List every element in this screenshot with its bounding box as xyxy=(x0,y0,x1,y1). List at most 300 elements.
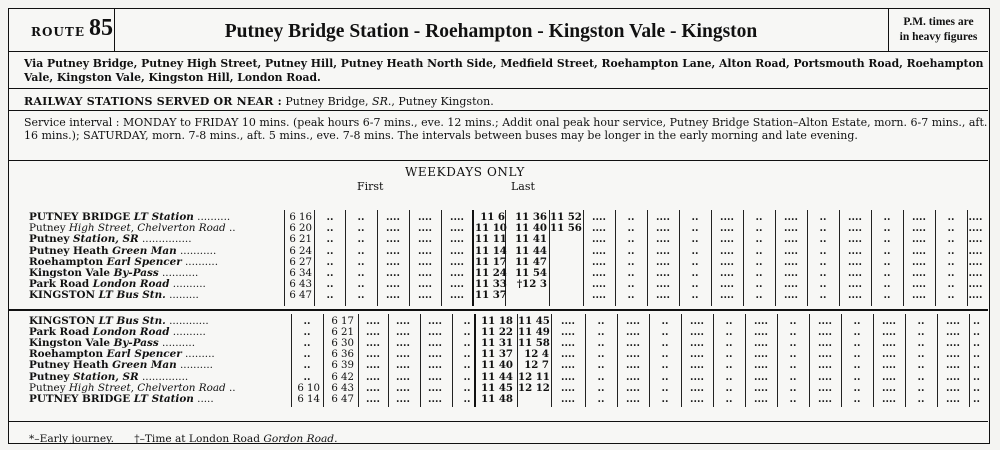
outbound-placeholder: .. xyxy=(947,268,955,279)
outbound-last-time xyxy=(550,279,581,290)
outbound-placeholder: .... xyxy=(386,290,400,302)
inbound-placeholder: .. xyxy=(661,371,669,383)
inbound-last-time xyxy=(518,394,549,405)
inbound-placeholder: .. xyxy=(973,338,980,349)
outbound-last-time: 11 17 xyxy=(475,255,507,268)
inbound-placeholder: .. xyxy=(661,338,669,349)
outbound-placeholder: .... xyxy=(912,279,926,291)
outbound-placeholder: .. xyxy=(627,256,635,268)
outbound-placeholder: .... xyxy=(720,290,734,302)
inbound-placeholder: .... xyxy=(561,360,575,372)
outbound-last-time xyxy=(550,268,581,279)
outbound-placeholder: .. xyxy=(819,212,827,223)
inbound-placeholder: .... xyxy=(366,371,380,383)
outbound-last-time: 11 37 xyxy=(475,289,507,302)
outbound-stop: KINGSTON LT Bus Stn. ......... xyxy=(29,290,199,302)
outbound-last-time: 11 54 xyxy=(515,267,547,279)
weekdays-heading: WEEKDAYS ONLY xyxy=(405,165,525,179)
inbound-placeholder: .. xyxy=(725,371,733,383)
divider xyxy=(9,421,988,422)
outbound-placeholder: .. xyxy=(326,279,334,291)
inbound-stop: Putney Station, SR .............. xyxy=(29,371,189,383)
outbound-placeholder: .... xyxy=(848,245,862,257)
inbound-placeholder: .... xyxy=(882,315,896,327)
outbound-last-time: 11 47 xyxy=(515,255,547,268)
inbound-placeholder: .... xyxy=(428,360,442,372)
outbound-placeholder: .. xyxy=(947,290,955,302)
outbound-placeholder: .. xyxy=(883,290,891,302)
last-label: Last xyxy=(511,180,535,193)
inbound-placeholder: .... xyxy=(396,360,410,372)
outbound-placeholder: .. xyxy=(627,234,635,246)
outbound-first-time: 6 21 xyxy=(289,234,312,246)
outbound-placeholder: .. xyxy=(755,223,763,235)
inbound-last-time: 11 49 xyxy=(518,325,550,338)
inbound-placeholder: .... xyxy=(818,338,832,349)
inbound-placeholder: .... xyxy=(396,394,410,405)
inbound-placeholder: .... xyxy=(626,394,640,405)
outbound-placeholder: .... xyxy=(912,256,926,268)
inbound-placeholder: .. xyxy=(789,315,797,327)
outbound-placeholder: .... xyxy=(386,245,400,257)
inbound-placeholder: .... xyxy=(818,349,832,361)
outbound-placeholder: .. xyxy=(883,268,891,279)
outbound-stop: Putney High Street, Chelverton Road .. xyxy=(29,223,236,235)
outbound-placeholder: .. xyxy=(947,279,955,291)
outbound-placeholder: .. xyxy=(755,268,763,279)
outbound-placeholder: .. xyxy=(627,212,635,223)
outbound-first-time: 6 20 xyxy=(289,223,312,235)
inbound-placeholder: .... xyxy=(428,382,442,394)
outbound-placeholder: .... xyxy=(656,212,670,223)
inbound-placeholder: .. xyxy=(789,371,797,383)
outbound-placeholder: .. xyxy=(819,279,827,291)
outbound-placeholder: .. xyxy=(755,290,763,302)
outbound-placeholder: .. xyxy=(947,223,955,235)
outbound-last-time: 11 52 xyxy=(550,211,582,223)
outbound-first-time: 6 34 xyxy=(289,268,312,279)
outbound-placeholder: .... xyxy=(968,234,983,246)
outbound-placeholder: .... xyxy=(720,268,734,279)
footnote-dagger-italic: Gordon Road. xyxy=(263,433,338,445)
outbound-placeholder: .... xyxy=(720,256,734,268)
outbound-placeholder: .. xyxy=(627,290,635,302)
outbound-placeholder: .. xyxy=(691,245,699,257)
outbound-placeholder: .. xyxy=(947,212,955,223)
outbound-placeholder: .... xyxy=(784,223,798,235)
inbound-placeholder: .. xyxy=(303,360,311,372)
outbound-placeholder: .. xyxy=(627,223,635,235)
outbound-placeholder: .... xyxy=(912,245,926,257)
inbound-placeholder: .... xyxy=(882,394,896,405)
inbound-placeholder: .. xyxy=(973,394,980,405)
inbound-placeholder: .... xyxy=(946,349,960,361)
inbound-placeholder: .. xyxy=(973,371,980,383)
outbound-placeholder: .... xyxy=(912,212,926,223)
outbound-placeholder: .... xyxy=(386,212,400,223)
outbound-placeholder: .. xyxy=(883,279,891,291)
inbound-placeholder: .. xyxy=(303,349,311,361)
outbound-placeholder: .. xyxy=(819,223,827,235)
inbound-placeholder: .... xyxy=(946,371,960,383)
outbound-last-time: 11 36 xyxy=(515,211,547,223)
inbound-placeholder: .... xyxy=(561,394,575,405)
outbound-last-time: 11 24 xyxy=(475,267,507,279)
inbound-placeholder: .... xyxy=(690,338,704,349)
outbound-placeholder: .... xyxy=(450,245,464,257)
inbound-placeholder: .. xyxy=(597,315,605,327)
outbound-placeholder: .... xyxy=(784,268,798,279)
outbound-last-time xyxy=(507,290,547,301)
inbound-placeholder: .. xyxy=(853,382,861,394)
outbound-placeholder: .. xyxy=(357,279,365,291)
inbound-placeholder: .. xyxy=(917,338,925,349)
footnote-dagger: †–Time at London Road xyxy=(134,433,260,445)
outbound-placeholder: .. xyxy=(326,234,334,246)
outbound-placeholder: .... xyxy=(848,256,862,268)
inbound-placeholder: .... xyxy=(754,382,768,394)
inbound-placeholder: .... xyxy=(626,371,640,383)
inbound-last-time: 11 58 xyxy=(518,337,550,349)
inbound-placeholder: .. xyxy=(597,382,605,394)
inbound-placeholder: .... xyxy=(366,394,380,405)
inbound-placeholder: .... xyxy=(428,326,442,338)
outbound-placeholder: .... xyxy=(848,290,862,302)
inbound-placeholder: .... xyxy=(428,349,442,361)
inbound-last-time: 12 12 xyxy=(518,381,550,394)
outbound-first-time: 6 27 xyxy=(289,256,312,268)
outbound-placeholder: .... xyxy=(656,245,670,257)
outbound-placeholder: .. xyxy=(357,223,365,235)
inbound-first-time: 6 47 xyxy=(331,394,354,405)
inbound-placeholder: .... xyxy=(690,394,704,405)
outbound-placeholder: .... xyxy=(968,279,983,291)
outbound-placeholder: .. xyxy=(357,245,365,257)
outbound-placeholder: .... xyxy=(968,212,983,223)
inbound-placeholder: .... xyxy=(626,338,640,349)
inbound-last-time: 12 4 xyxy=(524,348,549,361)
inbound-placeholder: .. xyxy=(661,382,669,394)
outbound-placeholder: .... xyxy=(784,212,798,223)
inbound-placeholder: .. xyxy=(853,394,861,405)
service-interval: Service interval : MONDAY to FRIDAY 10 mins. (peak hours 6-7 mins., eve. 12 mins.; Addit onal peak hour service, Putney Bridge Station–Alton Estate, morn. 6-7 mins., aft. 16 mins.); SATURDAY, morn. 7-8 mins., aft. 5 mins., eve. 7-8 mins. The intervals between buses may be longer in the early morning and late evening. xyxy=(24,116,988,142)
inbound-placeholder: .... xyxy=(396,371,410,383)
pm-note xyxy=(888,9,988,51)
inbound-placeholder: .... xyxy=(946,315,960,327)
outbound-placeholder: .... xyxy=(720,212,734,223)
outbound-placeholder: .... xyxy=(450,234,464,246)
inbound-stop: PUTNEY BRIDGE LT Station ..... xyxy=(29,394,214,405)
outbound-last-time xyxy=(550,234,581,245)
inbound-placeholder: .... xyxy=(690,326,704,338)
outbound-placeholder: .. xyxy=(819,245,827,257)
inbound-placeholder: .. xyxy=(463,382,471,394)
divider xyxy=(9,88,988,89)
via-text: Via Putney Bridge, Putney High Street, Putney Hill, Putney Heath North Side, Medfield Street, Roehampton Lane, Alton Road, Portsmouth Road, Roehampton Vale, Kingston Vale, Kingston Hill, London Road. xyxy=(24,57,984,84)
inbound-last-time: 11 18 xyxy=(481,314,513,327)
outbound-placeholder: .. xyxy=(627,279,635,291)
outbound-placeholder: .... xyxy=(418,212,432,223)
inbound-last-time: 11 45 xyxy=(518,314,550,327)
inbound-last-time: 11 48 xyxy=(481,393,513,405)
inbound-placeholder: .. xyxy=(917,326,925,338)
inbound-placeholder: .. xyxy=(789,326,797,338)
outbound-placeholder: .. xyxy=(755,212,763,223)
outbound-placeholder: .... xyxy=(848,234,862,246)
inbound-placeholder: .... xyxy=(754,394,768,405)
inbound-stop: Park Road London Road .......... xyxy=(29,326,206,338)
inbound-placeholder: .. xyxy=(725,394,733,405)
inbound-placeholder: .... xyxy=(882,338,896,349)
outbound-placeholder: .. xyxy=(819,234,827,246)
inbound-last-time: 11 40 xyxy=(481,359,513,372)
footnote-early: *–Early journey. xyxy=(29,433,115,445)
inbound-placeholder: .. xyxy=(917,360,925,372)
outbound-placeholder: .... xyxy=(592,212,606,223)
inbound-placeholder: .... xyxy=(818,326,832,338)
outbound-placeholder: .. xyxy=(819,268,827,279)
inbound-first-time: 6 36 xyxy=(331,349,354,361)
inbound-first-time: 6 10 xyxy=(297,382,320,394)
outbound-placeholder: .. xyxy=(691,268,699,279)
outbound-placeholder: .... xyxy=(848,268,862,279)
inbound-placeholder: .... xyxy=(366,382,380,394)
inbound-placeholder: .... xyxy=(818,394,832,405)
outbound-placeholder: .... xyxy=(720,223,734,235)
outbound-last-time: 11 44 xyxy=(515,244,547,257)
railway-italic: SR xyxy=(372,95,388,108)
outbound-placeholder: .. xyxy=(326,212,334,223)
outbound-placeholder: .... xyxy=(418,290,432,302)
divider xyxy=(9,110,988,111)
outbound-placeholder: .. xyxy=(691,223,699,235)
inbound-placeholder: .. xyxy=(853,326,861,338)
outbound-last-time: 11 41 xyxy=(515,233,547,246)
inbound-stop: Putney Heath Green Man .......... xyxy=(29,360,213,372)
outbound-placeholder: .. xyxy=(691,290,699,302)
divider xyxy=(9,160,988,161)
pm-note-line2: in heavy figures xyxy=(899,31,978,43)
outbound-placeholder: .... xyxy=(968,256,983,268)
inbound-placeholder: .... xyxy=(690,315,704,327)
outbound-placeholder: .... xyxy=(386,279,400,291)
outbound-placeholder: .... xyxy=(912,290,926,302)
inbound-placeholder: .... xyxy=(626,349,640,361)
inbound-placeholder: .... xyxy=(561,338,575,349)
inbound-first-time: 6 43 xyxy=(331,382,354,394)
inbound-placeholder: .. xyxy=(661,326,669,338)
outbound-placeholder: .. xyxy=(627,268,635,279)
outbound-placeholder: .... xyxy=(592,223,606,235)
outbound-placeholder: .. xyxy=(947,256,955,268)
inbound-placeholder: .. xyxy=(303,371,311,383)
outbound-placeholder: .... xyxy=(418,256,432,268)
inbound-placeholder: .. xyxy=(463,394,471,405)
inbound-placeholder: .... xyxy=(396,326,410,338)
inbound-placeholder: .... xyxy=(882,349,896,361)
inbound-placeholder: .... xyxy=(626,360,640,372)
outbound-placeholder: .. xyxy=(883,234,891,246)
inbound-placeholder: .. xyxy=(725,315,733,327)
outbound-placeholder: .... xyxy=(592,256,606,268)
inbound-placeholder: .... xyxy=(946,360,960,372)
inbound-placeholder: .. xyxy=(597,360,605,372)
outbound-placeholder: .... xyxy=(968,290,983,302)
outbound-last-time: 11 56 xyxy=(550,222,582,235)
outbound-placeholder: .... xyxy=(592,234,606,246)
railway-text-before: Putney Bridge, xyxy=(285,95,369,108)
outbound-placeholder: .. xyxy=(755,234,763,246)
outbound-placeholder: .... xyxy=(656,256,670,268)
outbound-placeholder: .... xyxy=(784,279,798,291)
outbound-placeholder: .. xyxy=(755,279,763,291)
outbound-placeholder: .. xyxy=(357,268,365,279)
outbound-last-time: 11 6 xyxy=(480,211,505,223)
railway-label: RAILWAY STATIONS SERVED OR NEAR : xyxy=(24,95,282,108)
outbound-placeholder: .... xyxy=(592,268,606,279)
inbound-placeholder: .... xyxy=(561,371,575,383)
inbound-placeholder: .. xyxy=(917,371,925,383)
inbound-placeholder: .. xyxy=(463,315,471,327)
outbound-placeholder: .... xyxy=(720,279,734,291)
inbound-placeholder: .... xyxy=(946,382,960,394)
outbound-placeholder: .. xyxy=(357,234,365,246)
outbound-placeholder: .... xyxy=(418,223,432,235)
inbound-first-time: 6 21 xyxy=(331,326,354,338)
outbound-last-time: 11 10 xyxy=(475,222,507,235)
outbound-placeholder: .... xyxy=(450,223,464,235)
inbound-placeholder: .. xyxy=(661,315,669,327)
outbound-placeholder: .. xyxy=(819,256,827,268)
inbound-placeholder: .. xyxy=(853,371,861,383)
inbound-first-time: 6 17 xyxy=(331,315,354,327)
inbound-placeholder: .... xyxy=(882,360,896,372)
inbound-placeholder: .. xyxy=(463,349,471,361)
outbound-stop: Putney Heath Green Man ........... xyxy=(29,245,217,257)
inbound-placeholder: .... xyxy=(626,315,640,327)
first-label: First xyxy=(357,180,384,193)
outbound-placeholder: .... xyxy=(848,279,862,291)
outbound-placeholder: .. xyxy=(947,234,955,246)
inbound-placeholder: .... xyxy=(366,338,380,349)
outbound-stop: Putney Station, SR ............... xyxy=(29,234,192,246)
inbound-placeholder: .. xyxy=(661,360,669,372)
inbound-placeholder: .. xyxy=(303,338,311,349)
outbound-placeholder: .... xyxy=(784,245,798,257)
inbound-placeholder: .. xyxy=(789,360,797,372)
inbound-last-time: 11 44 xyxy=(481,370,513,383)
inbound-placeholder: .... xyxy=(396,382,410,394)
outbound-placeholder: .... xyxy=(418,245,432,257)
inbound-placeholder: .... xyxy=(396,315,410,327)
route-number: 85 xyxy=(89,15,113,41)
outbound-placeholder: .... xyxy=(592,290,606,302)
route-box xyxy=(9,9,115,51)
inbound-placeholder: .... xyxy=(366,360,380,372)
outbound-placeholder: .. xyxy=(357,212,365,223)
outbound-placeholder: .... xyxy=(386,256,400,268)
outbound-placeholder: .... xyxy=(784,256,798,268)
outbound-placeholder: .... xyxy=(848,223,862,235)
inbound-placeholder: .... xyxy=(882,382,896,394)
outbound-placeholder: .... xyxy=(912,234,926,246)
inbound-placeholder: .. xyxy=(725,349,733,361)
block-divider xyxy=(9,309,988,311)
inbound-placeholder: .. xyxy=(789,382,797,394)
outbound-placeholder: .. xyxy=(947,245,955,257)
outbound-placeholder: .. xyxy=(326,245,334,257)
outbound-placeholder: .. xyxy=(326,290,334,302)
inbound-placeholder: .... xyxy=(818,371,832,383)
outbound-placeholder: .... xyxy=(450,268,464,279)
inbound-placeholder: .... xyxy=(366,315,380,327)
inbound-placeholder: .... xyxy=(690,371,704,383)
outbound-placeholder: .. xyxy=(357,256,365,268)
outbound-last-time xyxy=(550,290,581,301)
inbound-placeholder: .... xyxy=(754,315,768,327)
outbound-placeholder: .... xyxy=(386,268,400,279)
inbound-last-time: 11 31 xyxy=(481,337,513,349)
inbound-placeholder: .... xyxy=(882,326,896,338)
outbound-placeholder: .. xyxy=(691,256,699,268)
outbound-placeholder: .. xyxy=(755,245,763,257)
route-title: Putney Bridge Station - Roehampton - Kingston Vale - Kingston xyxy=(224,21,758,42)
outbound-placeholder: .. xyxy=(627,245,635,257)
inbound-placeholder: .. xyxy=(789,394,797,405)
route-label: ROUTE xyxy=(31,25,85,39)
inbound-placeholder: .... xyxy=(754,371,768,383)
inbound-placeholder: .... xyxy=(561,349,575,361)
inbound-placeholder: .. xyxy=(973,382,980,394)
outbound-placeholder: .... xyxy=(656,290,670,302)
inbound-placeholder: .... xyxy=(818,382,832,394)
outbound-placeholder: .. xyxy=(819,290,827,302)
inbound-placeholder: .. xyxy=(597,394,605,405)
inbound-placeholder: .... xyxy=(366,349,380,361)
inbound-placeholder: .... xyxy=(396,338,410,349)
inbound-placeholder: .... xyxy=(882,371,896,383)
header-bar xyxy=(9,9,988,52)
outbound-placeholder: .. xyxy=(883,245,891,257)
outbound-placeholder: .. xyxy=(883,256,891,268)
inbound-placeholder: .. xyxy=(853,349,861,361)
outbound-placeholder: .... xyxy=(656,268,670,279)
inbound-stop: KINGSTON LT Bus Stn. ............ xyxy=(29,315,209,327)
inbound-placeholder: .... xyxy=(396,349,410,361)
inbound-placeholder: .. xyxy=(789,338,797,349)
inbound-first-time: 6 30 xyxy=(331,338,354,349)
outbound-last-time: 11 14 xyxy=(475,244,507,257)
inbound-last-time: 12 11 xyxy=(518,370,550,383)
outbound-placeholder: .. xyxy=(883,223,891,235)
inbound-placeholder: .. xyxy=(463,326,471,338)
inbound-placeholder: .... xyxy=(626,326,640,338)
pm-note-line1: P.M. times are xyxy=(903,16,974,28)
outbound-placeholder: .... xyxy=(848,212,862,223)
outbound-placeholder: .... xyxy=(720,245,734,257)
outbound-last-time: 11 40 xyxy=(515,222,547,235)
inbound-placeholder: .. xyxy=(463,360,471,372)
inbound-placeholder: .... xyxy=(946,338,960,349)
outbound-placeholder: .. xyxy=(326,223,334,235)
inbound-stop: Kingston Vale By-Pass .......... xyxy=(29,338,196,349)
outbound-placeholder: .. xyxy=(357,290,365,302)
outbound-placeholder: .... xyxy=(784,290,798,302)
outbound-placeholder: .... xyxy=(418,234,432,246)
outbound-placeholder: .... xyxy=(450,256,464,268)
outbound-placeholder: .... xyxy=(656,279,670,291)
inbound-placeholder: .... xyxy=(754,338,768,349)
